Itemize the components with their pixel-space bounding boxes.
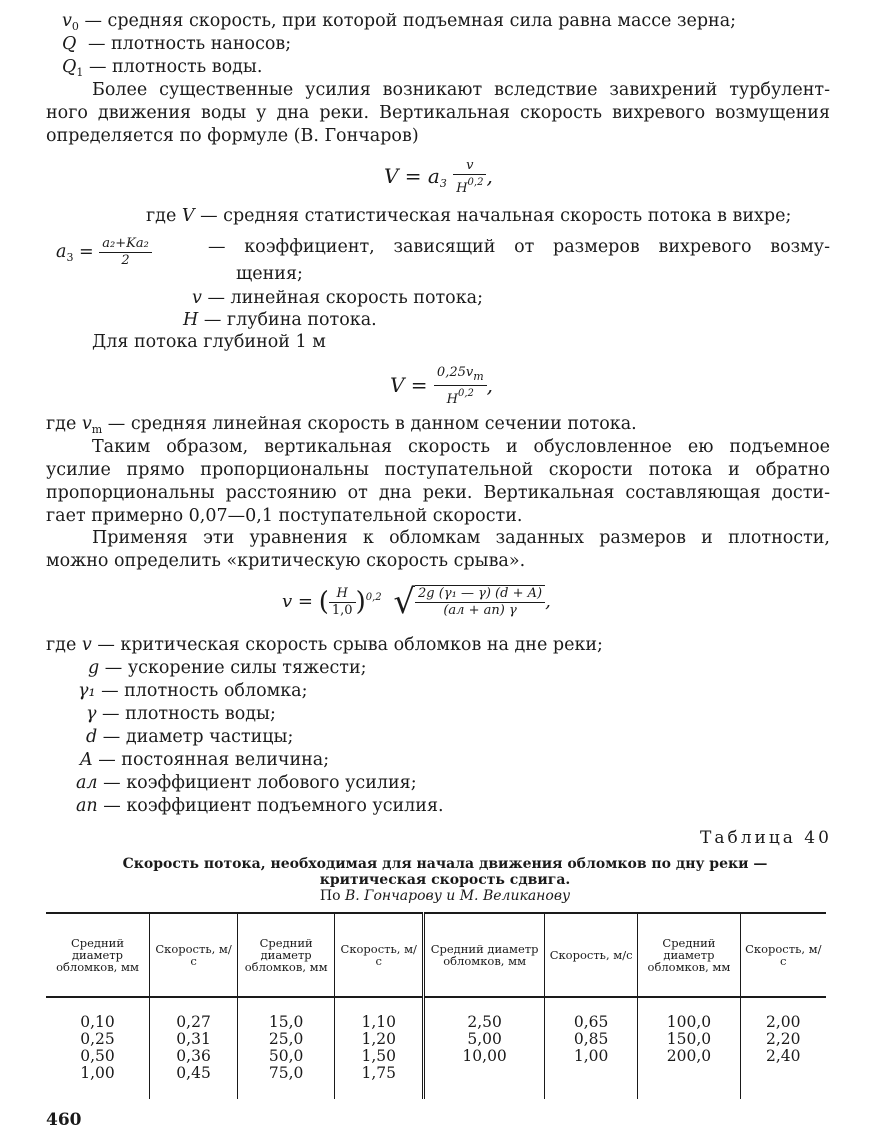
paragraph-line: Более существенные усилия возникают вследствие завихрений турбулент- xyxy=(92,80,830,100)
def-H: H — глубина потока. xyxy=(183,310,377,330)
paragraph-line: усилие прямо пропорциональны поступательной скорости потока и обратно xyxy=(46,460,830,480)
formula-depth-speed: V = $\frac{0,25v_m}{H^{0,2}}$ , xyxy=(390,365,494,407)
table-cell: 1,10 1,20 1,50 1,75 xyxy=(335,997,424,1099)
header-diameter: Средний диаметр обломков, мм xyxy=(424,913,545,997)
def-a3-text: — коэффициент, зависящий от размеров вихревого возму- xyxy=(208,237,830,257)
paragraph-line: Применяя эти уравнения к обломкам заданных размеров и плотности, xyxy=(92,528,830,548)
table-title: Скорость потока, необходимая для начала движения обломков по дну реки — xyxy=(122,856,768,872)
paragraph-line: определяется по формуле (В. Гончаров) xyxy=(46,126,419,146)
def-g: g — ускорение силы тяжести; xyxy=(88,658,367,678)
paragraph-line: Таким образом, вертикальная скорость и обусловленное ею подъемное xyxy=(92,437,830,457)
table-header-row xyxy=(46,913,826,997)
paragraph-line: пропорциональны расстоянию от дна реки. Вертикальная составляющая дости- xyxy=(46,483,830,503)
def-d: d — диаметр частицы; xyxy=(86,727,294,747)
header-speed: Скорость, м/с xyxy=(335,913,424,997)
speed-table xyxy=(46,912,826,1099)
table-cell: 2,50 5,00 10,00 xyxy=(424,997,545,1099)
table-cell: 0,10 0,25 0,50 1,00 xyxy=(46,997,149,1099)
def-q: Q — плотность наносов; xyxy=(62,34,292,54)
header-speed: Скорость, м/с xyxy=(740,913,826,997)
header-diameter: Средний диаметр обломков, мм xyxy=(238,913,335,997)
table-cell: 100,0 150,0 200,0 xyxy=(638,997,740,1099)
table-row xyxy=(46,997,826,1099)
def-ap: aп — коэффициент подъемного усилия. xyxy=(76,796,444,816)
formula-vortex-speed: $V = a_3$ $\frac{v}{H^{0,2}}$ , xyxy=(384,158,493,196)
formula-critical-speed: v = ( $\frac{H}{1,0}$ )$^{0,2}$ √ $\frac{\text{2g (γ₁ — γ) (d + A)}}{(aл + aп) \gamma}$ , xyxy=(282,582,551,622)
def-vm: где $v_m$ — средняя линейная скорость в данном сечении потока. xyxy=(46,414,637,436)
page-number: 460 xyxy=(46,1110,82,1130)
def-v: v — линейная скорость потока; xyxy=(192,288,483,308)
depth-line: Для потока глубиной 1 м xyxy=(92,332,326,352)
table-cell: 0,27 0,31 0,36 0,45 xyxy=(149,997,237,1099)
def-a3: $a_3$ = $\frac{\text{a₂+Ka₂}}{2}$ xyxy=(56,236,830,269)
header-diameter: Средний диаметр обломков, мм xyxy=(638,913,740,997)
def-q1: $Q_1$ — плотность воды. xyxy=(62,57,263,79)
header-speed: Скорость, м/с xyxy=(149,913,237,997)
def-v0: $v_0$ — средняя скорость, при которой подъемная сила равна массе зерна; xyxy=(62,11,737,33)
def-V: где V — средняя статистическая начальная скорость потока в вихре; xyxy=(146,206,792,226)
paragraph-line: гает примерно 0,07—0,1 поступательной скорости. xyxy=(46,506,523,526)
table-subtitle: По В. Гончарову и М. Великанову xyxy=(319,888,571,904)
def-gamma1: γ₁ — плотность обломка; xyxy=(78,681,308,701)
def-A: A — постоянная величина; xyxy=(80,750,330,770)
table-cell: 0,65 0,85 1,00 xyxy=(544,997,637,1099)
header-speed: Скорость, м/с xyxy=(544,913,637,997)
table-cell: 15,0 25,0 50,0 75,0 xyxy=(238,997,335,1099)
def-gamma: γ — плотность воды; xyxy=(86,704,276,724)
table-title-cont: критическая скорость сдвига. xyxy=(319,872,571,888)
def-critical-v: где v — критическая скорость срыва обломков на дне реки; xyxy=(46,635,603,655)
def-al: aл — коэффициент лобового усилия; xyxy=(76,773,417,793)
paragraph-line: ного движения воды у дна реки. Вертикальная скорость вихревого возмущения xyxy=(46,103,830,123)
paragraph-line: можно определить «критическую скорость срыва». xyxy=(46,551,526,571)
table-cell: 2,00 2,20 2,40 xyxy=(766,1013,801,1065)
table-label: Таблица 40 xyxy=(700,828,832,848)
def-a3-cont: щения; xyxy=(236,264,303,284)
header-diameter: Средний диаметр обломков, мм xyxy=(46,913,149,997)
